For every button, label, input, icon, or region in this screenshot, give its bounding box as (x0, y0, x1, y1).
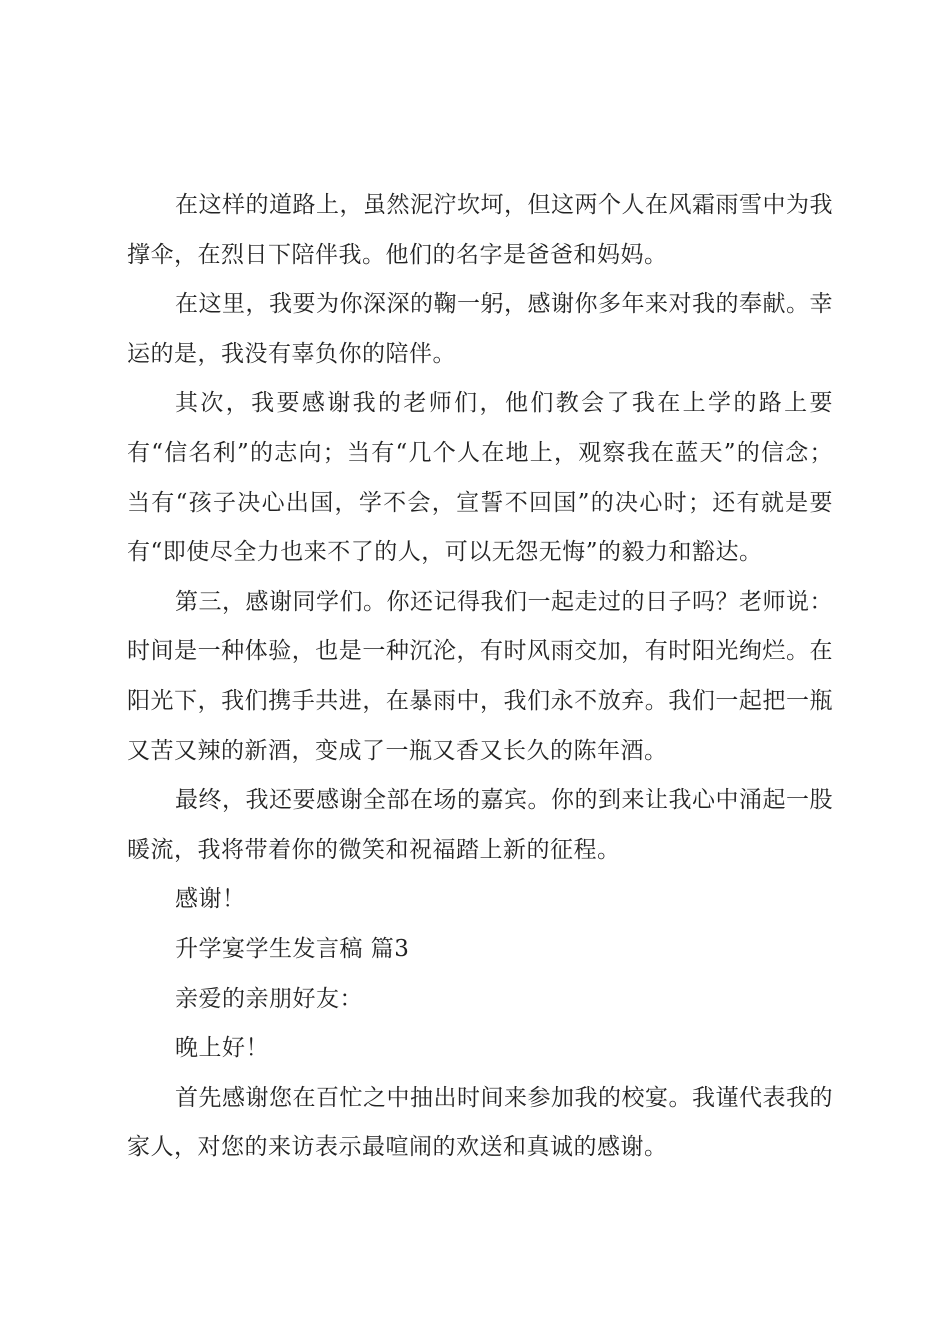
paragraph-guests: 最终，我还要感谢全部在场的嘉宾。你的到来让我心中涌起一股暖流，我将带着你的微笑和祝福踏上新的征程。 (127, 787, 833, 863)
paragraph-greeting: 晚上好！ (175, 1035, 269, 1062)
paragraph-bow: 在这里，我要为你深深的鞠一躬，感谢你多年来对我的奉献。幸运的是，我没有辜负你的陪伴。 (127, 291, 833, 367)
paragraph-salutation: 亲爱的亲朋好友： (175, 985, 363, 1012)
paragraph-parents: 在这样的道路上，虽然泥泞坎坷，但这两个人在风霜雨雪中为我撑伞，在烈日下陪伴我。他们的名字是爸爸和妈妈。 (127, 192, 833, 268)
section-heading: 升学宴学生发言稿 篇3 (175, 935, 410, 962)
paragraph-opening: 首先感谢您在百忙之中抽出时间来参加我的校宴。我谨代表我的家人，对您的来访表示最喧闹的欢送和真诚的感谢。 (127, 1084, 833, 1161)
paragraph-classmates: 第三，感谢同学们。你还记得我们一起走过的日子吗？老师说：时间是一种体验，也是一种沉沦，有时风雨交加，有时阳光绚烂。在阳光下，我们携手共进，在暴雨中，我们永不放弃。我们一起把一瓶又苦又辣的新酒，变成了一瓶又香又长久的陈年酒。 (127, 588, 833, 764)
document-body (127, 181, 833, 1173)
paragraph-thanks: 感谢！ (175, 886, 246, 913)
paragraph-teachers: 其次，我要感谢我的老师们，他们教会了我在上学的路上要有“信名利”的志向；当有“几个人在地上，观察我在蓝天”的信念；当有“孩子决心出国，学不会，宣誓不回国”的决心时；还有就是要有“即使尽全力也来不了的人，可以无怨无悔”的毅力和豁达。 (127, 390, 833, 566)
